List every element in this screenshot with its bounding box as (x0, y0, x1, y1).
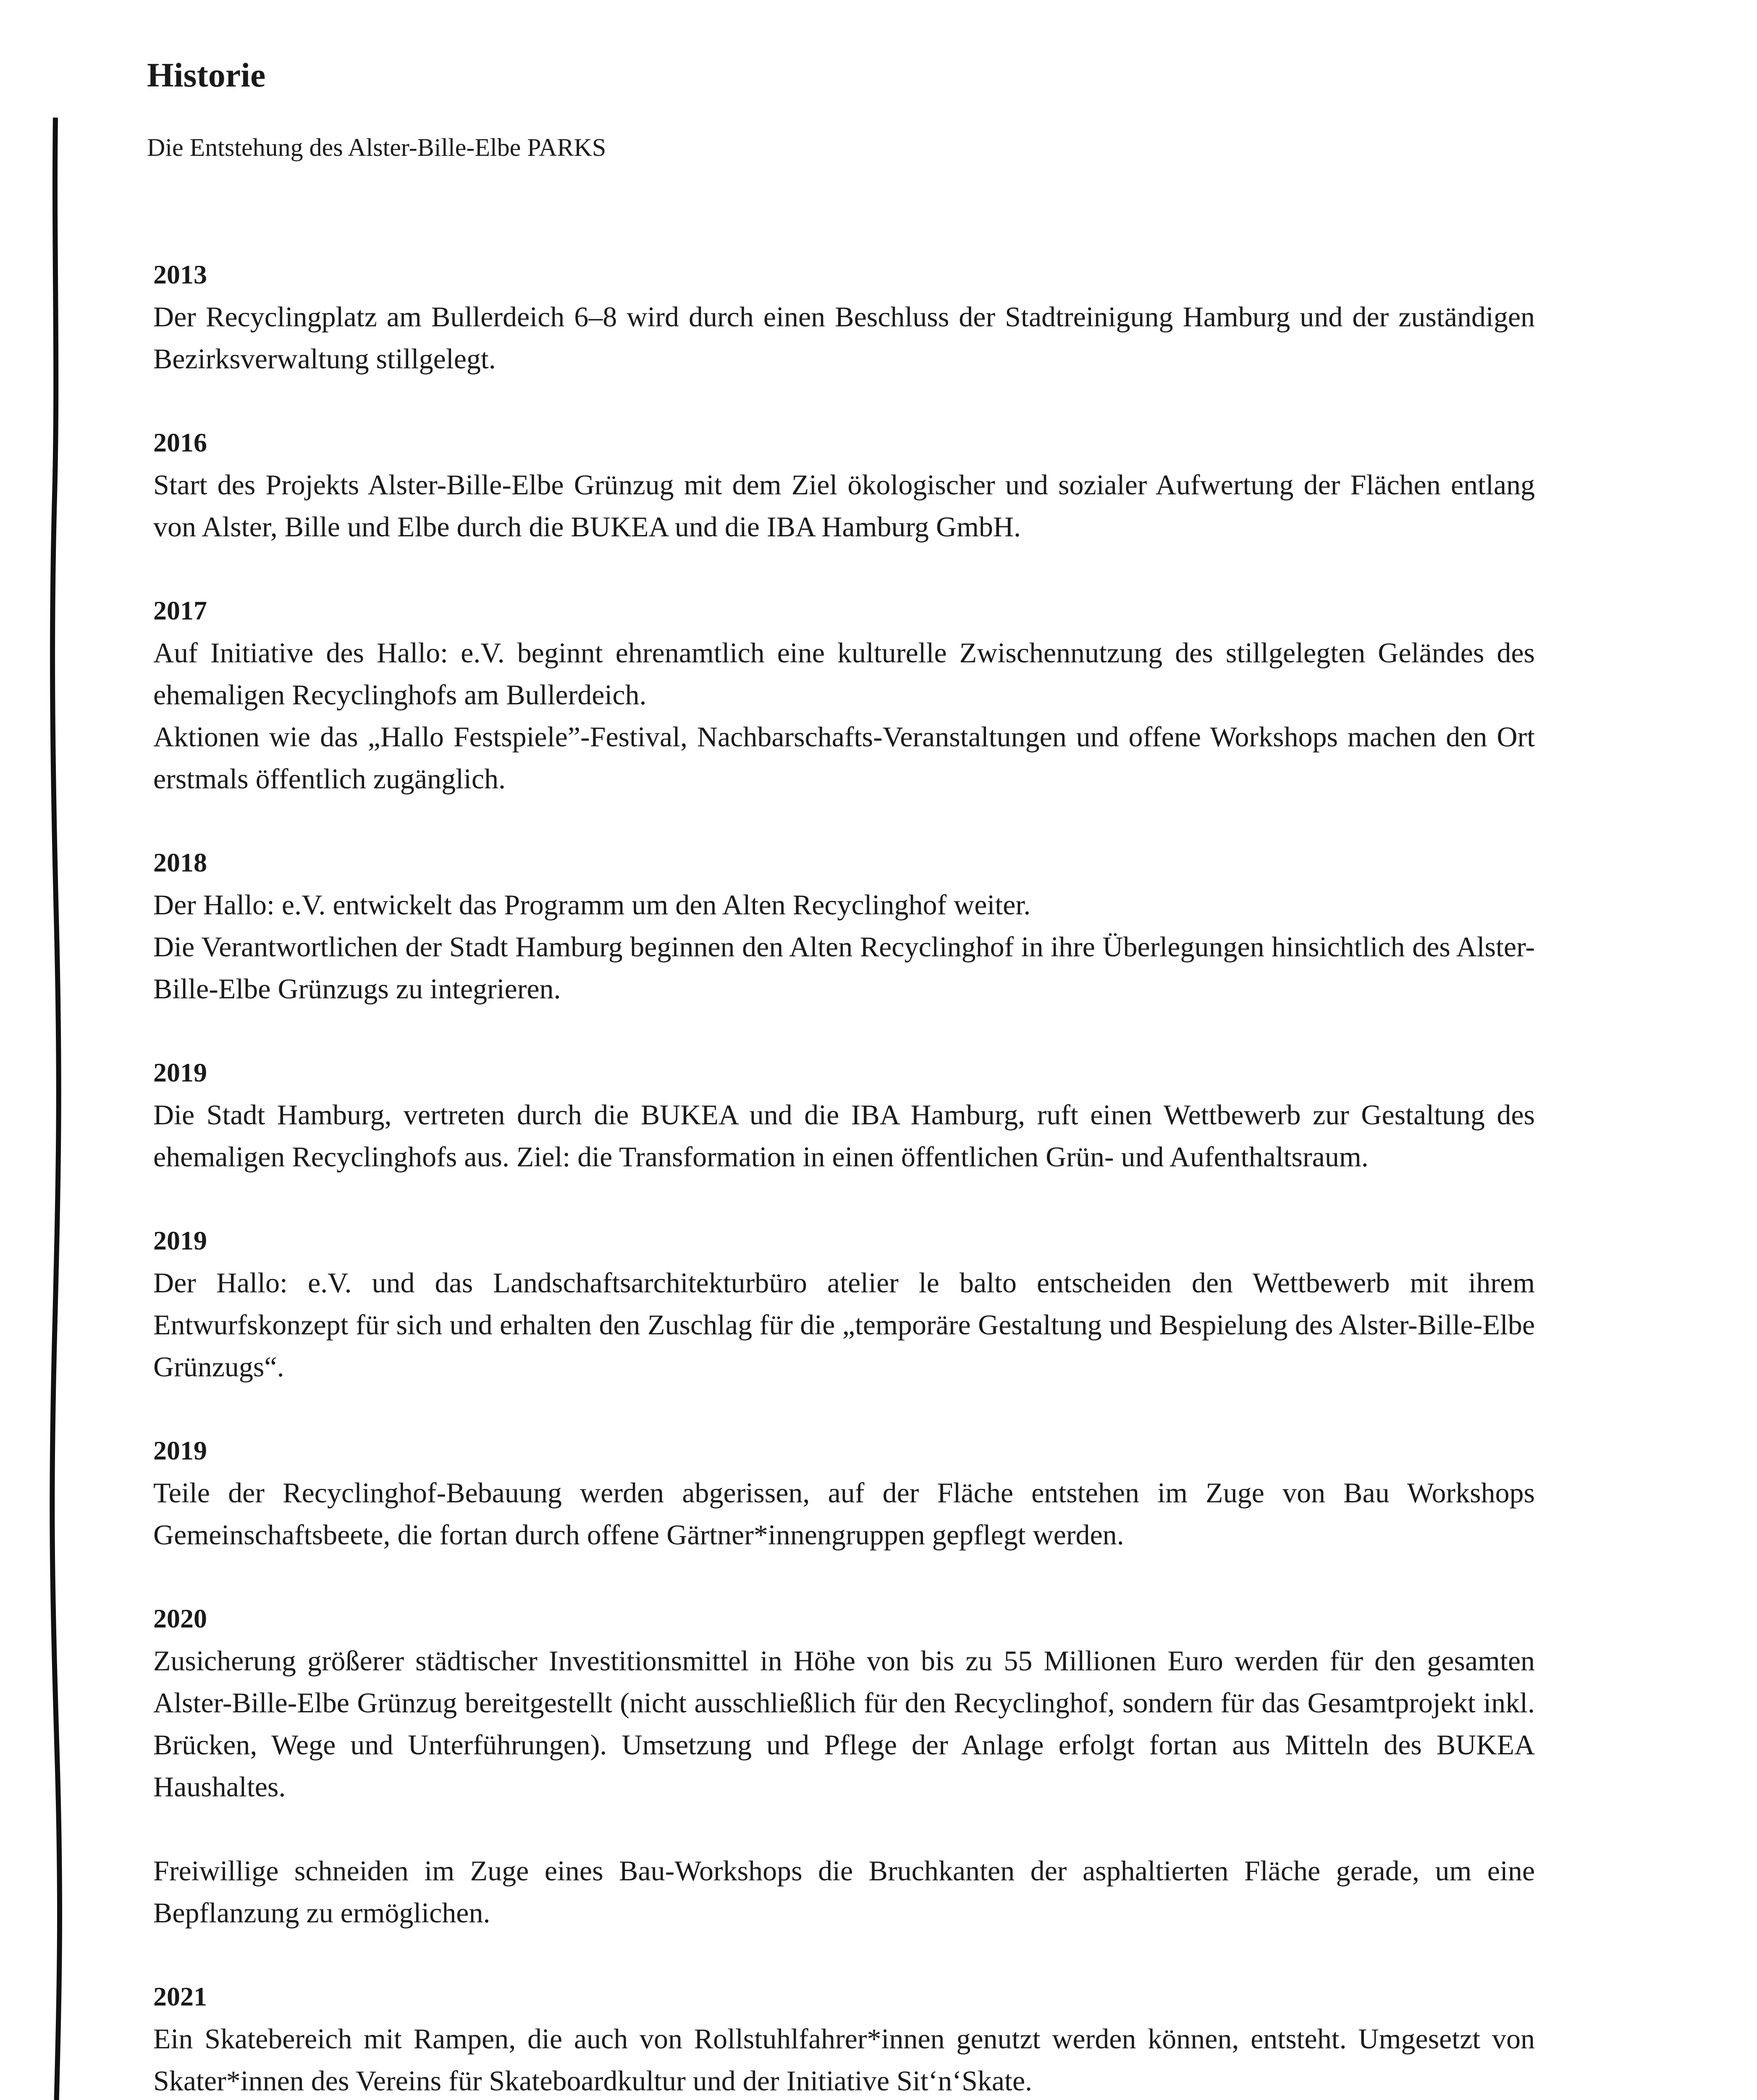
entry-text: Ein Skatebereich mit Rampen, die auch von Rollstuhlfahrer*innen genutzt werden können, entsteht. Umgesetzt von Skater*innen des Vereins für Skateboardkultur und der Initiative Sit‘n‘Skate. (153, 2023, 1535, 2097)
entry-text: Der Hallo: e.V. entwickelt das Programm um den Alten Recyclinghof weiter. (153, 889, 1031, 921)
entry-gap (153, 1178, 1535, 1220)
timeline-arrow (34, 118, 84, 2100)
entry-text: Der Hallo: e.V. und das Landschaftsarchitekturbüro atelier le balto entscheiden den Wettbewerb mit ihrem Entwurfskonzept für sich und erhalten den Zuschlag für die „temporäre Gestaltung und Bespielung des Alster-Bille-Elbe Grünzugs“. (153, 1267, 1535, 1383)
page-title: Historie (147, 56, 266, 94)
entry-text: Die Stadt Hamburg, vertreten durch die BUKEA und die IBA Hamburg, ruft einen Wettbewerb zur Gestaltung des ehemaligen Recyclinghofs aus. Ziel: die Transformation in einen öffentlichen Grün- und Aufenthaltsraum. (153, 1099, 1535, 1173)
entry-text: Aktionen wie das „Hallo Festspiele”-Festival, Nachbarschafts-Veranstaltungen und offene Workshops machen den Ort erstmals öffentlich zugänglich. (153, 721, 1535, 795)
entry-text: Die Verantwortlichen der Stadt Hamburg beginnen den Alten Recyclinghof in ihre Überlegungen hinsichtlich des Alster-Bille-Elbe Grünzugs zu integrieren. (153, 931, 1535, 1005)
entry-text: Start des Projekts Alster-Bille-Elbe Grünzug mit dem Ziel ökologischer und sozialer Aufwertung der Flächen entlang von Alster, Bille und Elbe durch die BUKEA und die IBA Hamburg GmbH. (153, 469, 1535, 543)
entry-gap (153, 1556, 1535, 1598)
entry-text: Auf Initiative des Hallo: e.V. beginnt ehrenamtlich eine kulturelle Zwischennutzung des stillgelegten Geländes des ehemaligen Recyclinghofs am Bullerdeich. (153, 637, 1535, 711)
entry-gap (153, 548, 1535, 590)
timeline-entry (153, 1976, 1535, 2100)
entry-gap (153, 1934, 1535, 1976)
entry-year: 2019 (153, 1058, 207, 1087)
timeline-entry (153, 842, 1535, 1010)
timeline-entry (153, 590, 1535, 800)
timeline-entry (153, 1220, 1535, 1388)
entry-gap (153, 380, 1535, 422)
entry-year: 2019 (153, 1436, 207, 1465)
entry-gap (153, 1388, 1535, 1430)
entry-year: 2016 (153, 428, 207, 457)
entry-year: 2017 (153, 596, 207, 625)
timeline-entry (153, 1430, 1535, 1556)
entry-year: 2021 (153, 1982, 207, 2011)
timeline-entry (153, 422, 1535, 548)
page-subtitle: Die Entstehung des Alster-Bille-Elbe PARKS (147, 134, 606, 161)
timeline-entry (153, 1598, 1535, 1934)
entry-text: Freiwillige schneiden im Zuge eines Bau-Workshops die Bruchkanten der asphaltierten Fläche gerade, um eine Bepflanzung zu ermöglichen. (153, 1855, 1535, 1929)
entry-year: 2020 (153, 1604, 207, 1633)
entry-gap (153, 1010, 1535, 1052)
paragraph-gap (153, 1808, 1535, 1850)
entry-text: Teile der Recyclinghof-Bebauung werden abgerissen, auf der Fläche entstehen im Zuge von Bau Workshops Gemeinschaftsbeete, die fortan durch offene Gärtner*innengruppen gepflegt werden. (153, 1477, 1535, 1551)
timeline-entry (153, 254, 1535, 380)
timeline-arrow-shaft (52, 118, 60, 2100)
entry-year: 2013 (153, 260, 207, 289)
entry-text: Zusicherung größerer städtischer Investitionsmittel in Höhe von bis zu 55 Millionen Euro werden für den gesamten Alster-Bille-Elbe Grünzug bereitgestellt (nicht ausschließlich für den Recyclinghof, sondern für das Gesamtprojekt inkl. Brücken, Wege und Unterführungen). Umsetzung und Pflege der Anlage erfolgt fortan aus Mitteln des BUKEA Haushaltes. (153, 1645, 1535, 1803)
timeline-entries (153, 254, 1535, 2100)
entry-text: Der Recyclingplatz am Bullerdeich 6–8 wird durch einen Beschluss der Stadtreinigung Hamburg und der zuständigen Bezirksverwaltung stillgelegt. (153, 301, 1535, 375)
entry-year: 2018 (153, 848, 207, 877)
entry-gap (153, 800, 1535, 842)
entry-year: 2019 (153, 1226, 207, 1255)
timeline-entry (153, 1052, 1535, 1178)
